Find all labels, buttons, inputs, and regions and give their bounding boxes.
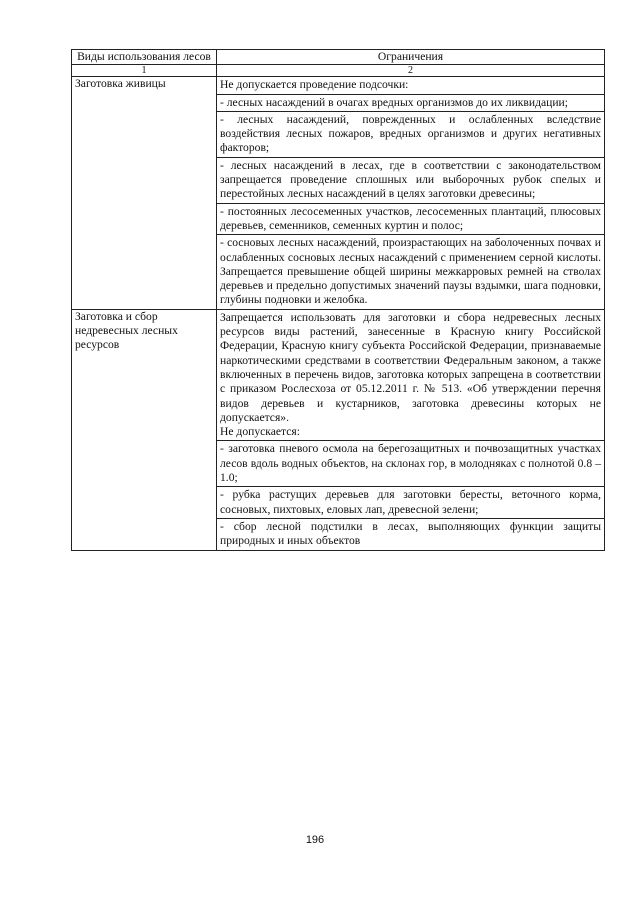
restrictions-cell <box>217 309 605 550</box>
restriction-item: - сосновых лесных насаждений, произрастающих на заболоченных почвах и ослабленных сосновых лесных насаждений с применением серной кислоты. Запрещается превышение общей ширины межкарровых ремней на стволах деревьев и предельно допустимых значений паузы вздымки, шага подновки, глубины подновки и желобка. <box>217 234 604 308</box>
forest-use-cell: Заготовка живицы <box>72 77 217 309</box>
restriction-item: - лесных насаждений в лесах, где в соответствии с законодательством запрещается проведение сплошных или выборочных рубок спелых и перестойных лесных насаждений в целях заготовки древесины; <box>217 157 604 203</box>
forest-use-cell: Заготовка и сбор недревесных лесных ресурсов <box>72 309 217 550</box>
table-row <box>72 77 605 309</box>
column-number-1: 1 <box>72 65 217 77</box>
table-row <box>72 309 605 550</box>
page-number: 196 <box>305 834 325 846</box>
restriction-item: - постоянных лесосеменных участков, лесосеменных плантаций, плюсовых деревьев, семенников, семенных куртин и полос; <box>217 203 604 235</box>
restriction-item: - сбор лесной подстилки в лесах, выполняющих функции защиты природных и иных объектов <box>217 518 604 550</box>
column-number-row <box>72 65 605 77</box>
header-restrictions: Ограничения <box>217 50 605 65</box>
column-number-2: 2 <box>217 65 605 77</box>
header-forest-use: Виды использования лесов <box>72 50 217 65</box>
restriction-block <box>220 310 601 441</box>
restrictions-table <box>71 49 605 551</box>
restriction-lead: Не допускается проведение подсочки: <box>220 78 409 92</box>
restrictions-cell <box>217 77 605 309</box>
restriction-lead-secondary: Не допускается: <box>220 425 300 439</box>
restriction-lead: Запрещается использовать для заготовки и сбора недревесных лесных ресурсов виды растений, занесенные в Красную книгу Российской Федерации, Красную книгу субъекта Российской Федерации, признаваемые наркотическими средствами в соответствии Федеральным законом, а также включенных в перечень видов, заготовка которых запрещена в соответствии с приказом Рослесхоза от 05.12.2011 г. № 513. «Об утверждении перечня видов деревьев и кустарников, заготовка древесины которых не допускается». <box>220 310 601 424</box>
restriction-item: - лесных насаждений в очагах вредных организмов до их ликвидации; <box>217 94 604 111</box>
restriction-item: - лесных насаждений, поврежденных и ослабленных вследствие воздействия лесных пожаров, вредных организмов и других негативных факторов; <box>217 111 604 157</box>
table-header-row <box>72 50 605 65</box>
restriction-item: - заготовка пневого осмола на берегозащитных и почвозащитных участках лесов вдоль водных объектов, на склонах гор, в молодняках с полнотой 0.8 – 1.0; <box>217 440 604 486</box>
restriction-item: - рубка растущих деревьев для заготовки бересты, веточного корма, сосновых, пихтовых, еловых лап, древесной зелени; <box>217 486 604 518</box>
